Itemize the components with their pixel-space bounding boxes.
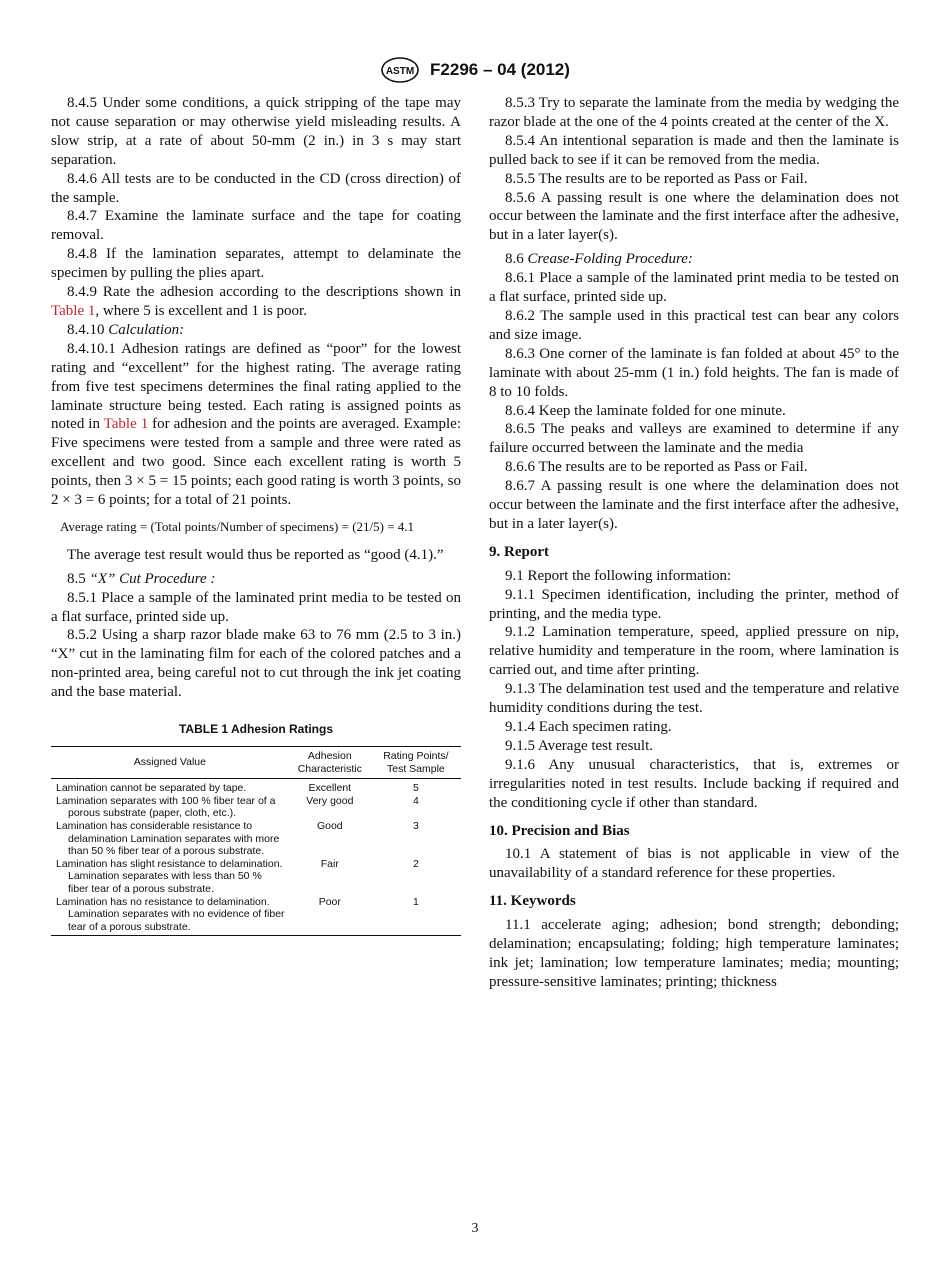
- table-row: [51, 896, 461, 936]
- para-8-5-5: 8.5.5 The results are to be reported as Pass or Fail.: [505, 170, 808, 187]
- para-8-6-7: 8.6.7 A passing result is one where the delamination does not occur between the laminate and the first interface after the adhesive, but in a later layer(s).: [489, 478, 899, 532]
- para-11-1: 11.1 accelerate aging; adhesion; bond strength; debonding; delamination; encapsulating; folding; high temperature laminates; ink jet; lamination; low temperature laminates; media; mounting; pressure-sensitive laminates; printing; thickness: [489, 917, 899, 990]
- table-1-link[interactable]: Table 1: [51, 302, 96, 319]
- table-cell: Excellent: [308, 782, 352, 795]
- astm-logo: [380, 56, 420, 84]
- table-title: TABLE 1 Adhesion Ratings: [178, 722, 333, 737]
- left-column: [51, 94, 461, 936]
- table-header: Assigned Value: [51, 747, 289, 779]
- average-rating-formula: Average rating = (Total points/Number of specimens) = (21/5) = 4.1: [60, 518, 415, 534]
- para-8-6-2: 8.6.2 The sample used in this practical test can bear any colors and size image.: [489, 307, 899, 343]
- para-8-4-10: 8.4.10 Calculation:: [67, 321, 185, 338]
- table-row: [51, 779, 461, 795]
- para-8-6-5: 8.6.5 The peaks and valleys are examined to determine if any failure occurred between the laminate and the media: [489, 421, 899, 457]
- table-cell: 5: [412, 782, 419, 795]
- para-8-6-6: 8.6.6 The results are to be reported as Pass or Fail.: [505, 459, 808, 476]
- para-9-1-1: 9.1.1 Specimen identification, including the printer, method of printing, and the media type.: [489, 586, 899, 622]
- para-8-6-1: 8.6.1 Place a sample of the laminated print media to be tested on a flat surface, printed side up.: [489, 270, 899, 306]
- table-cell: Lamination separates with 100 % fiber tear of a porous substrate (paper, cloth, etc.).: [56, 794, 276, 820]
- table-cell: Fair: [320, 857, 339, 870]
- para-8-4-5: 8.4.5 Under some conditions, a quick stripping of the tape may not cause separation or may otherwise yield misleading results. A slow strip, at a rate of about 50-mm (2 in.) in 3 s may start separation.: [51, 95, 461, 168]
- table-cell: Lamination has slight resistance to delamination. Lamination separates with less than 50 % fiber tear of a porous substrate.: [56, 857, 283, 895]
- table-cell: 1: [412, 895, 419, 908]
- section-heading-keywords: 11. Keywords: [489, 893, 576, 910]
- para-9-1-4: 9.1.4 Each specimen rating.: [505, 719, 672, 735]
- para-8-6: 8.6 Crease-Folding Procedure:: [505, 251, 693, 268]
- para-8-5-6: 8.5.6 A passing result is one where the delamination does not occur between the laminate and the first interface after the adhesive, but in a later layer(s).: [489, 189, 899, 244]
- logo-text: ASTM: [385, 66, 415, 77]
- table-cell: Good: [316, 819, 343, 832]
- para-9-1-6: 9.1.6 Any unusual characteristics, that is, extremes or irregularities noted in test results. Include backing if required and the conditioning cycle if other than standard.: [489, 756, 899, 811]
- para-8-4-6: 8.4.6 All tests are to be conducted in the CD (cross direction) of the sample.: [51, 170, 461, 206]
- para-8-5: 8.5 “X” Cut Procedure :: [67, 570, 216, 587]
- para-8-6-4: 8.6.4 Keep the laminate folded for one minute.: [505, 402, 786, 419]
- para-10-1: 10.1 A statement of bias is not applicable in view of the unavailability of a standard reference for these properties.: [489, 846, 899, 882]
- para-8-5-2: 8.5.2 Using a sharp razor blade make 63 to 76 mm (2.5 to 3 in.) “X” cut in the laminating film for each of the colored patches and a non-printed area, being careful not to cut through the ink jet coating and the base material.: [51, 627, 461, 701]
- table-1-link[interactable]: Table 1: [103, 416, 149, 433]
- page-header: [0, 56, 950, 84]
- table-cell: Very good: [306, 794, 354, 807]
- para-9-1-3: 9.1.3 The delamination test used and the temperature and relative humidity conditions during the test.: [489, 681, 899, 717]
- para-9-1: 9.1 Report the following information:: [505, 567, 732, 584]
- table-row: [51, 858, 461, 896]
- para-8-4-7: 8.4.7 Examine the laminate surface and the tape for coating removal.: [51, 208, 461, 244]
- para-8-6-3: 8.6.3 One corner of the laminate is fan folded at about 45° to the laminate with about 25-mm (1 in.) fold heights. The fan is made of 8 to 10 folds.: [489, 345, 899, 400]
- section-heading-precision: 10. Precision and Bias: [489, 822, 630, 839]
- table-cell: Poor: [318, 895, 341, 908]
- adhesion-ratings-table: [51, 746, 461, 936]
- para-8-4-10-1: 8.4.10.1 Adhesion ratings are defined as “poor” for the lowest rating and “excellent” for the highest rating. The average rating from five test specimens determines the final rating applied to the laminate structure being tested. Each rating is assigned points as noted in Table 1 for adhesion and the points are averaged. Example: Five specimens were tested from a sample and three were rated as excellent and two good. Since each excellent rating is worth 5 points, then 3 × 5 = 15 points; each good rating is worth 3 points, so 2 × 3 = 6 points; for a total of 21 points.: [51, 340, 461, 509]
- table-cell: 3: [412, 819, 419, 832]
- table-row: [51, 795, 461, 820]
- table-cell: 2: [412, 857, 419, 870]
- table-cell: Lamination cannot be separated by tape.: [56, 782, 247, 795]
- table-header: Adhesion Characteristic: [289, 747, 371, 779]
- right-column: [489, 94, 899, 992]
- document-designation: F2296 – 04 (2012): [430, 60, 570, 79]
- table-cell: Lamination has considerable resistance to delamination Lamination separates with more than 50 % fiber tear of a porous substrate.: [56, 819, 280, 858]
- page-number: 3: [471, 1221, 479, 1236]
- para-average-result: The average test result would thus be reported as “good (4.1).”: [67, 546, 444, 563]
- para-8-4-8: 8.4.8 If the lamination separates, attempt to delaminate the specimen by pulling the plies apart.: [51, 246, 461, 282]
- para-9-1-2: 9.1.2 Lamination temperature, speed, applied pressure on nip, relative humidity and temperature in the room, where lamination is carried out, and time after printing.: [489, 624, 899, 679]
- table-header: Rating Points/ Test Sample: [371, 747, 461, 779]
- section-heading-report: 9. Report: [489, 543, 549, 560]
- table-cell: 4: [412, 794, 419, 807]
- table-row: [51, 820, 461, 858]
- para-9-1-5: 9.1.5 Average test result.: [505, 737, 654, 754]
- para-8-5-4: 8.5.4 An intentional separation is made and then the laminate is pulled back to see if it can be removed from the media.: [489, 132, 899, 168]
- para-8-4-9: 8.4.9 Rate the adhesion according to the descriptions shown in Table 1, where 5 is excellent and 1 is poor.: [51, 284, 461, 319]
- table-cell: Lamination has no resistance to delamination. Lamination separates with no evidence of fiber tear of a porous substrate.: [56, 895, 285, 933]
- para-8-5-1: 8.5.1 Place a sample of the laminated print media to be tested on a flat surface, printed side up.: [51, 589, 461, 625]
- para-8-5-3: 8.5.3 Try to separate the laminate from the media by wedging the razor blade at the one of the 4 points created at the center of the X.: [489, 95, 899, 130]
